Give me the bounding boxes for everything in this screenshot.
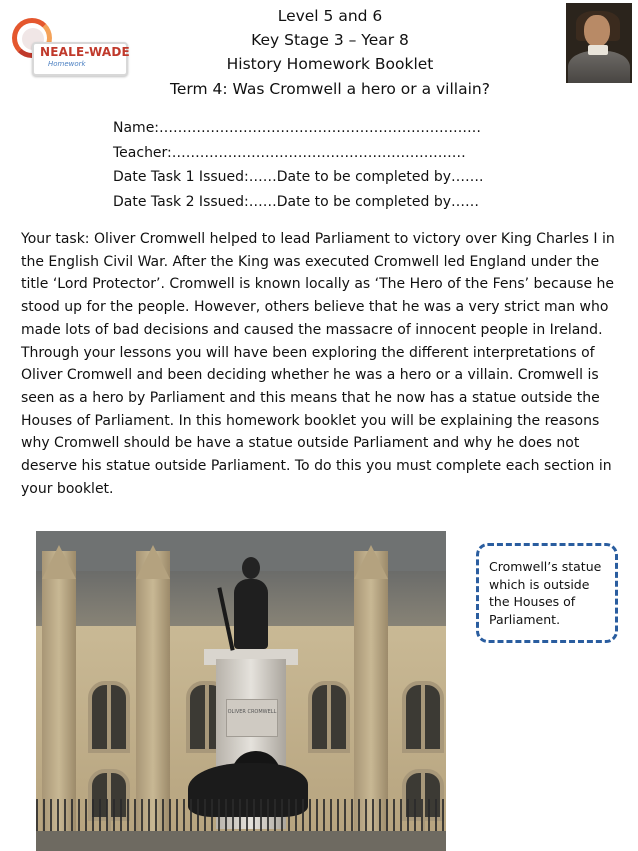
logo-brand: NEALE-WADE bbox=[40, 45, 130, 59]
statue-figure bbox=[234, 579, 268, 649]
task1-dates-field[interactable]: Date Task 1 Issued:……Date to be completed by……. bbox=[113, 169, 484, 185]
term-title: Term 4: Was Cromwell a hero or a villain? bbox=[170, 80, 490, 98]
photo-caption-box bbox=[476, 543, 618, 643]
task2-dates-field[interactable]: Date Task 2 Issued:……Date to be completed by…… bbox=[113, 193, 480, 210]
photo-caption: Cromwell’s statue which is outside the Houses of Parliament. bbox=[489, 559, 602, 627]
student-details bbox=[113, 116, 483, 214]
key-stage-title: Key Stage 3 – Year 8 bbox=[251, 31, 409, 49]
cromwell-portrait bbox=[566, 3, 632, 83]
booklet-title: History Homework Booklet bbox=[226, 55, 434, 73]
school-logo bbox=[10, 14, 128, 80]
cromwell-statue-photo bbox=[36, 531, 446, 851]
teacher-field[interactable]: Teacher:……………………………………………………… bbox=[113, 144, 466, 161]
level-title: Level 5 and 6 bbox=[277, 7, 383, 25]
name-field[interactable]: Name:…………………………………………………………… bbox=[113, 120, 482, 136]
task-description: Your task: Oliver Cromwell helped to lead Parliament to victory over King Charles I in the English Civil War. After the King was executed Cromwell led England under the title ‘Lord Protector’. Cromwell is known locally as ‘The Hero of the Fens’ because he stood up for the people. However, others believe that he was a very strict man who made lots of bad decisions and caused the massacre of innocent people in Ireland. Through your lessons you will have been exploring the different interpretations of Oliver Cromwell and been deciding whether he was a hero or a villain. Cromwell is seen as a hero by Parliament and this means that he now has a statue outside the Houses of Parliament. In this homework booklet you will be explaining the reasons why Cromwell should be have a statue outside Parliament and why he does not deserve his statue outside Parliament. To do this you must complete each section in your booklet. bbox=[21, 231, 615, 497]
plinth-plaque: OLIVER CROMWELL bbox=[226, 699, 278, 737]
logo-subtitle: Homework bbox=[48, 60, 86, 68]
